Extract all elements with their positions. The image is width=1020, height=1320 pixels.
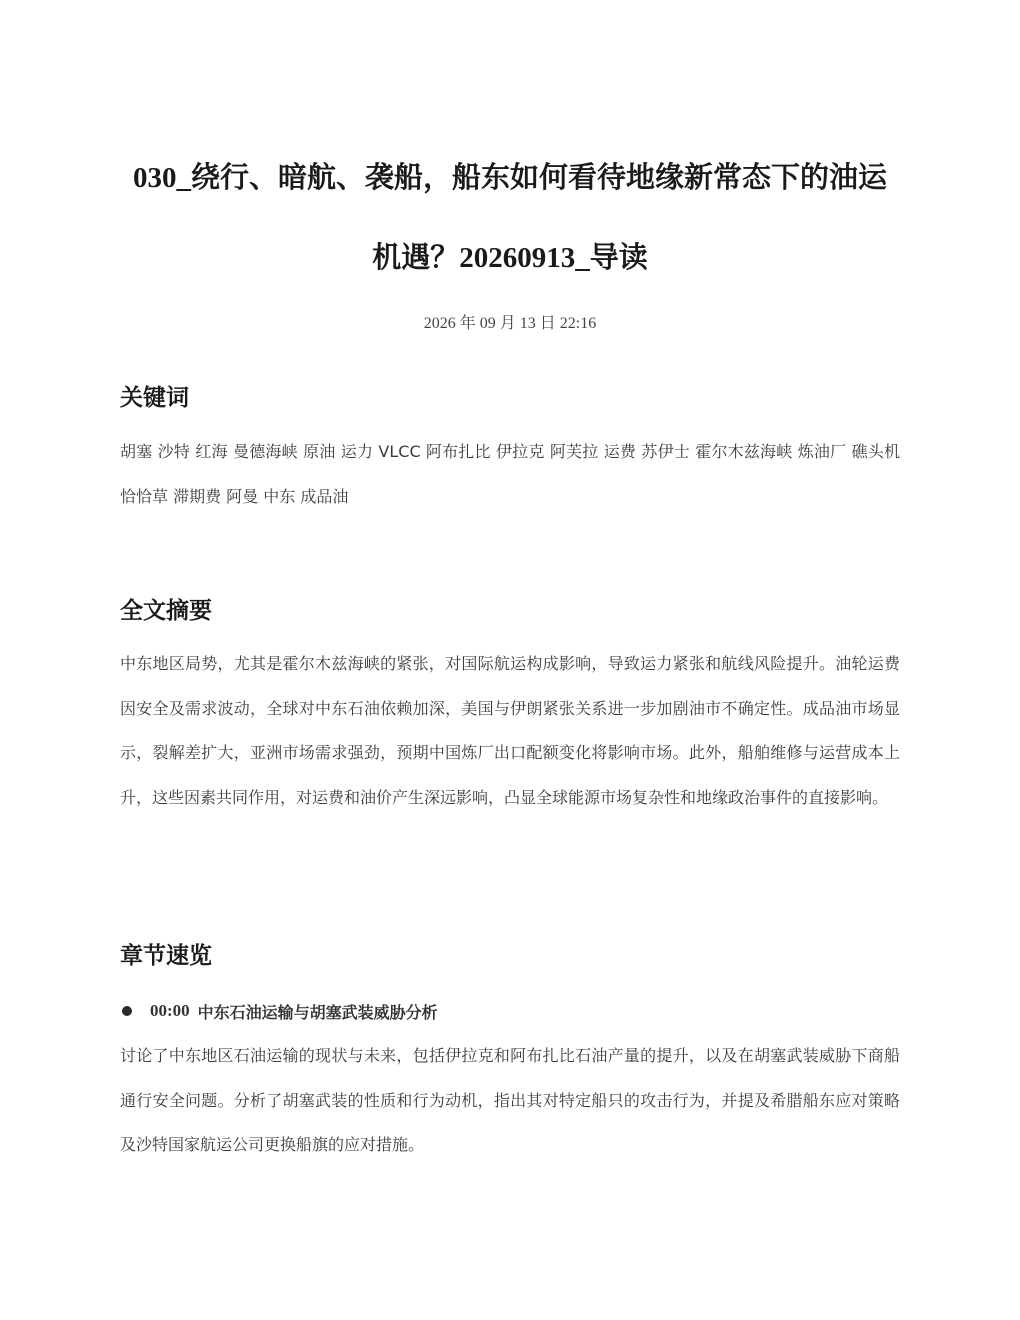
keywords-heading: 关键词 [120, 385, 189, 411]
chapter-item [120, 996, 900, 1026]
chapter-title: 中东石油运输与胡塞武装威胁分析 [197, 1002, 438, 1022]
document-title: 030_绕行、暗航、袭船，船东如何看待地缘新常态下的油运机遇？20260913_导读 [132, 162, 887, 274]
chapters-heading: 章节速览 [120, 943, 212, 969]
document-date: 2026 年 09 月 13 日 22:16 [423, 315, 597, 332]
bullet-icon [122, 1006, 132, 1016]
chapter-description: 讨论了中东地区石油运输的现状与未来，包括伊拉克和阿布扎比石油产量的提升，以及在胡塞武装威胁下商船通行安全问题。分析了胡塞武装的性质和行为动机，指出其对特定船只的攻击行为，并提及希腊船东应对策略及沙特国家航运公司更换船旗的应对措施。 [120, 1046, 900, 1154]
keywords-text: 胡塞 沙特 红海 曼德海峡 原油 运力 VLCC 阿布扎比 伊拉克 阿芙拉 运费 苏伊士 霍尔木兹海峡 炼油厂 礁头机 恰恰草 滞期费 阿曼 中东 成品油 [120, 442, 900, 506]
summary-heading: 全文摘要 [120, 598, 212, 624]
summary-text: 中东地区局势，尤其是霍尔木兹海峡的紧张，对国际航运构成影响，导致运力紧张和航线风险提升。油轮运费因安全及需求波动，全球对中东石油依赖加深，美国与伊朗紧张关系进一步加剧油市不确定性。成品油市场显示，裂解差扩大，亚洲市场需求强劲，预期中国炼厂出口配额变化将影响市场。此外，船舶维修与运营成本上升，这些因素共同作用，对运费和油价产生深远影响，凸显全球能源市场复杂性和地缘政治事件的直接影响。 [120, 654, 900, 807]
chapter-time: 00:00 [150, 1001, 190, 1020]
